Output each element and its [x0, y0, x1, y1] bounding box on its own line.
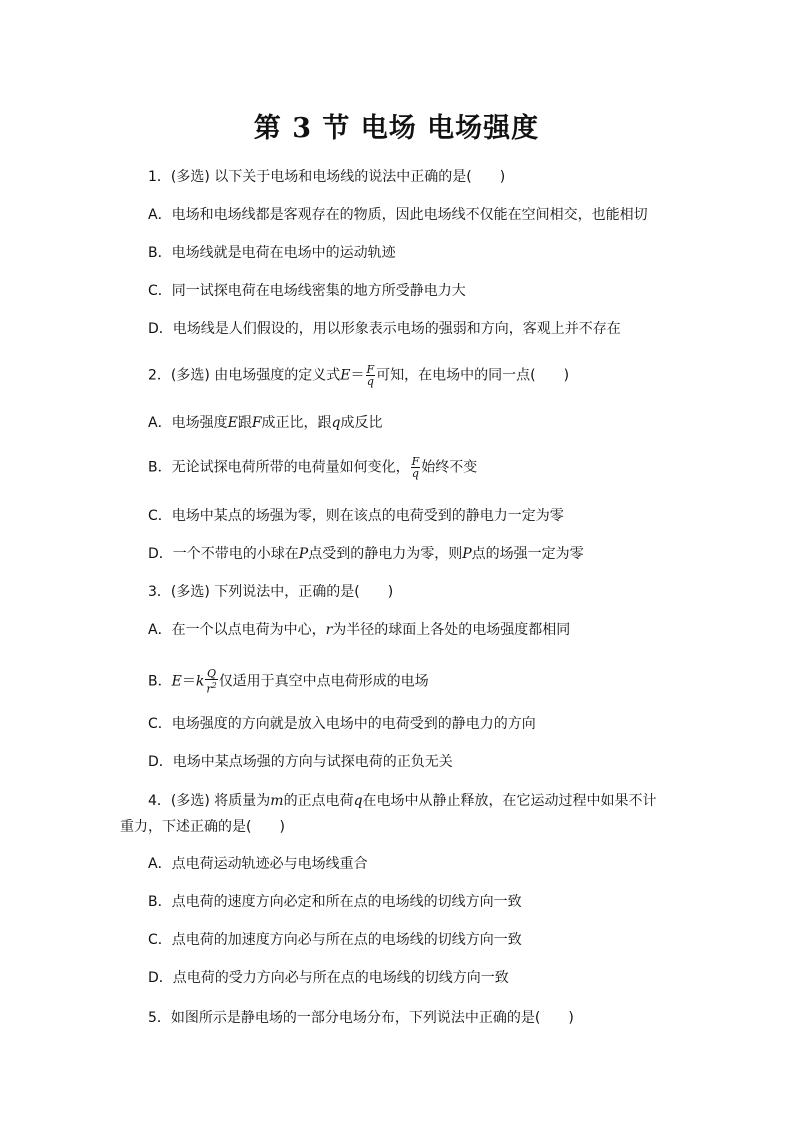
- q3-stem: 3．(多选) 下列说法中，正确的是( ): [148, 584, 394, 600]
- q3-b-eq: ＝: [181, 673, 196, 690]
- q1-stem: 1．(多选) 以下关于电场和电场线的说法中正确的是( ): [148, 169, 506, 185]
- q2-d-mid: 点受到的静电力为零，则: [308, 546, 463, 562]
- q1-option-d: D．电场线是人们假设的，用以形象表示电场的强弱和方向，客观上并不存在: [148, 321, 621, 337]
- q2-option-d: [148, 544, 584, 564]
- q1-option-c: C．同一试探电荷在电场线密集的地方所受静电力大: [148, 283, 466, 299]
- q3-option-a: [148, 620, 570, 640]
- q2-stem-post: 可知，在电场中的同一点( ): [376, 367, 570, 384]
- q2-d-P2: P: [462, 546, 472, 562]
- q4-stem-line2: 重力，下述正确的是( ): [120, 819, 285, 835]
- page-title: 第 3 节 电场 电场强度: [253, 113, 540, 144]
- q2-a-E: E: [227, 415, 238, 431]
- q3-b-fraction: [205, 668, 217, 695]
- q2-stem-fraction-num: F: [366, 363, 375, 376]
- q2-option-c: C．电场中某点的场强为零，则在该点的电荷受到的静电力一定为零: [148, 508, 564, 524]
- q3-b-fraction-den: [205, 680, 217, 695]
- q3-option-d: D．电场中某点场强的方向与试探电荷的正负无关: [148, 754, 453, 770]
- q3-option-c: C．电场强度的方向就是放入电场中的电荷受到的静电力的方向: [148, 716, 536, 732]
- q2-d-post: 点的场强一定为零: [471, 546, 584, 562]
- q2-option-b: [148, 456, 477, 479]
- q4-stem-q: q: [353, 793, 363, 809]
- q4-stem-post: 在电场中从静止释放，在它运动过程中如果不计: [362, 793, 657, 809]
- q3-b-den-r: r: [206, 682, 212, 696]
- q3-b-post: 仅适用于真空中点电荷形成的电场: [218, 673, 429, 690]
- q3-b-k: k: [195, 673, 205, 690]
- q2-a-post: 成反比: [340, 415, 383, 431]
- q3-b-E: E: [171, 673, 182, 690]
- q2-a-q: q: [331, 415, 341, 431]
- q2-stem-fraction-den: q: [366, 375, 374, 388]
- q2-stem-eq: ＝: [350, 367, 365, 384]
- q4-option-c: C．点电荷的加速度方向必与所在点的电场线的切线方向一致: [148, 932, 522, 948]
- q3-option-b: [148, 668, 429, 695]
- q2-a-pre: A．电场强度: [148, 415, 228, 431]
- q2-stem: [148, 364, 569, 387]
- q3-a-pre: A．在一个以点电荷为中心，: [148, 622, 326, 638]
- q5-stem: 5．如图所示是静电场的一部分电场分布，下列说法中正确的是( ): [148, 1010, 574, 1026]
- q2-a-F: F: [251, 415, 262, 431]
- q4-stem: [148, 791, 657, 811]
- q1-option-a: A．电场和电场线都是客观存在的物质，因此电场线不仅能在空间相交，也能相切: [148, 207, 648, 223]
- q2-stem-E: E: [340, 367, 351, 384]
- q2-stem-fraction: [366, 364, 376, 387]
- q2-b-pre: B．无论试探电荷所带的电荷量如何变化，: [148, 459, 410, 476]
- q2-b-fraction-den: q: [411, 467, 419, 480]
- q3-b-den-sup: 2: [211, 681, 217, 690]
- q2-b-fraction: [411, 456, 421, 479]
- q2-stem-pre: 2．(多选) 由电场强度的定义式: [148, 367, 341, 384]
- q2-b-post: 始终不变: [421, 459, 478, 476]
- q2-d-pre: D．一个不带电的小球在: [148, 546, 299, 562]
- q3-a-post: 为半径的球面上各处的电场强度都相同: [332, 622, 571, 638]
- q4-stem-mid: 的正点电荷: [283, 793, 354, 809]
- q2-option-a: [148, 413, 383, 433]
- q3-b-fraction-num: Q: [206, 667, 217, 680]
- q2-a-mid2: 成正比，跟: [261, 415, 332, 431]
- q3-a-r: r: [325, 622, 333, 638]
- q3-b-pre: B．: [148, 673, 172, 690]
- q1-option-b: B．电场线就是电荷在电场中的运动轨迹: [148, 245, 396, 261]
- q2-a-mid1: 跟: [237, 415, 252, 431]
- q4-option-a: A．点电荷运动轨迹必与电场线重合: [148, 856, 368, 872]
- q4-stem-pre: 4．(多选) 将质量为: [148, 793, 271, 809]
- q2-d-P1: P: [298, 546, 309, 562]
- q2-b-fraction-num: F: [411, 455, 420, 468]
- q4-option-b: B．点电荷的速度方向必定和所在点的电场线的切线方向一致: [148, 894, 522, 910]
- q4-option-d: D．点电荷的受力方向必与所在点的电场线的切线方向一致: [148, 970, 509, 986]
- q4-stem-m: m: [270, 793, 284, 809]
